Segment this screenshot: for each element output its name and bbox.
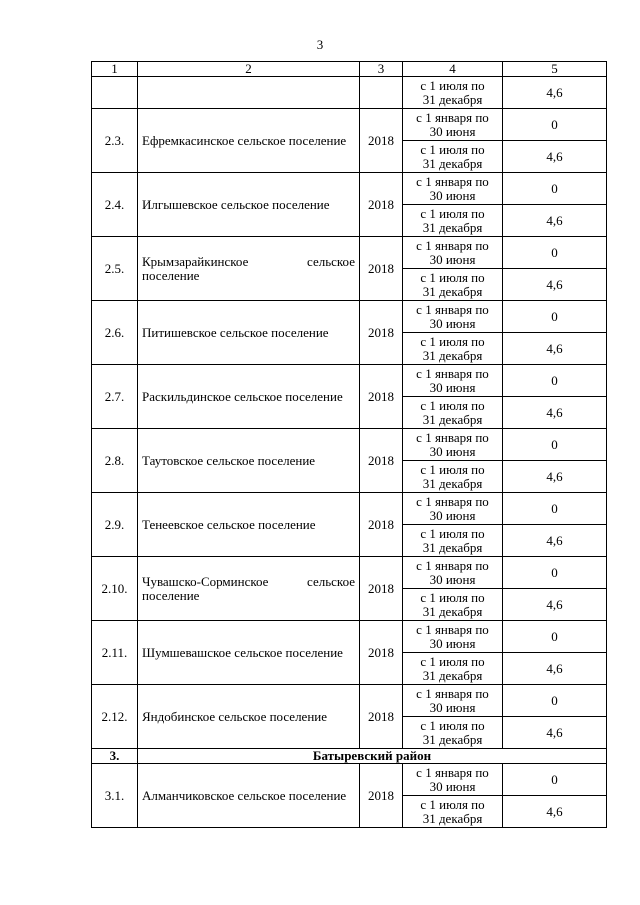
value-cell: 4,6: [503, 333, 607, 365]
period-line: с 1 июля по: [420, 205, 485, 221]
table-row: [92, 493, 607, 525]
period-line: с 1 января по: [416, 301, 489, 317]
period-cell: [403, 717, 503, 749]
row-number: 3.1.: [92, 764, 138, 828]
row-number: 2.5.: [92, 237, 138, 301]
period-line: с 1 июля по: [420, 141, 485, 157]
row-number: 2.3.: [92, 109, 138, 173]
period-line: 31 декабря: [422, 603, 483, 619]
year-cell: 2018: [360, 621, 403, 685]
value-cell: 4,6: [503, 141, 607, 173]
period-line: с 1 июля по: [420, 525, 485, 541]
settlement-name: Ефремкасинское сельское поселение: [138, 109, 360, 173]
period-cell: [403, 77, 503, 109]
period-line: 31 декабря: [422, 283, 483, 299]
header-cell: 3: [360, 62, 403, 77]
period-cell: [403, 205, 503, 237]
year-cell: 2018: [360, 109, 403, 173]
period-line: 30 июня: [429, 699, 476, 715]
period-line: с 1 января по: [416, 685, 489, 701]
table-row: [92, 764, 607, 796]
period-line: с 1 июля по: [420, 796, 485, 812]
settlement-name: Алманчиковское сельское поселение: [138, 764, 360, 828]
period-line: 30 июня: [429, 635, 476, 651]
period-line: 30 июня: [429, 571, 476, 587]
period-cell: [403, 429, 503, 461]
value-cell: 4,6: [503, 653, 607, 685]
period-line: 30 июня: [429, 443, 476, 459]
table-row: [92, 557, 607, 589]
period-line: с 1 января по: [416, 764, 489, 780]
period-cell: [403, 796, 503, 828]
settlement-name: Раскильдинское сельское поселение: [138, 365, 360, 429]
period-line: 31 декабря: [422, 731, 483, 747]
tariff-table: [91, 61, 607, 828]
table-row: [92, 365, 607, 397]
row-number: 2.11.: [92, 621, 138, 685]
table-header-row: [92, 62, 607, 77]
row-number: 2.6.: [92, 301, 138, 365]
settlement-name: Яндобинское сельское поселение: [138, 685, 360, 749]
page-number: 3: [316, 37, 324, 52]
settlement-name: Крымзарайкинское сельское поселение: [138, 237, 360, 301]
name-cell: [138, 77, 360, 109]
year-cell: 2018: [360, 685, 403, 749]
period-line: с 1 июля по: [420, 589, 485, 605]
table-row: [92, 173, 607, 205]
settlement-name: Тенеевское сельское поселение: [138, 493, 360, 557]
period-line: с 1 июля по: [420, 653, 485, 669]
period-line: с 1 января по: [416, 429, 489, 445]
period-line: с 1 января по: [416, 621, 489, 637]
period-cell: [403, 173, 503, 205]
num-cell: [92, 77, 138, 109]
header-cell: 1: [92, 62, 138, 77]
period-line: 30 июня: [429, 778, 476, 794]
period-line: 30 июня: [429, 251, 476, 267]
period-cell: [403, 557, 503, 589]
value-cell: 4,6: [503, 269, 607, 301]
value-cell: 4,6: [503, 461, 607, 493]
period-cell: [403, 589, 503, 621]
period-cell: [403, 621, 503, 653]
settlement-name: Питишевское сельское поселение: [138, 301, 360, 365]
period-line: с 1 января по: [416, 557, 489, 573]
table-row: [92, 621, 607, 653]
period-cell: [403, 237, 503, 269]
row-number: 2.10.: [92, 557, 138, 621]
period-line: с 1 июля по: [420, 333, 485, 349]
value-cell: 0: [503, 621, 607, 653]
table-row: [92, 237, 607, 269]
year-cell: [360, 77, 403, 109]
value-cell: 4,6: [503, 205, 607, 237]
year-cell: 2018: [360, 237, 403, 301]
value-cell: 0: [503, 173, 607, 205]
continuation-row: [92, 77, 607, 109]
value-cell: 0: [503, 301, 607, 333]
year-cell: 2018: [360, 365, 403, 429]
value-cell: 4,6: [503, 589, 607, 621]
settlement-name: Чувашско-Сорминское сельское поселение: [138, 557, 360, 621]
period-line: 31 декабря: [422, 219, 483, 235]
settlement-name: Шумшевашское сельское поселение: [138, 621, 360, 685]
period-cell: [403, 653, 503, 685]
year-cell: 2018: [360, 557, 403, 621]
header-cell: 4: [403, 62, 503, 77]
period-cell: [403, 397, 503, 429]
period-line: 31 декабря: [422, 347, 483, 363]
section-row: [92, 749, 607, 764]
settlement-name: Илгышевское сельское поселение: [138, 173, 360, 237]
value-cell: 0: [503, 429, 607, 461]
period-line: 31 декабря: [422, 539, 483, 555]
value-cell: 4,6: [503, 796, 607, 828]
period-cell: [403, 685, 503, 717]
value-cell: 4,6: [503, 397, 607, 429]
period-line: 31 декабря: [422, 810, 483, 826]
period-line: с 1 июля по: [420, 269, 485, 285]
period-cell: [403, 109, 503, 141]
value-cell: 0: [503, 365, 607, 397]
period-line: с 1 января по: [416, 173, 489, 189]
table-row: [92, 429, 607, 461]
period-line: 31 декабря: [422, 91, 483, 107]
table-row: [92, 301, 607, 333]
period-line: с 1 июля по: [420, 77, 485, 93]
table-row: [92, 109, 607, 141]
year-cell: 2018: [360, 764, 403, 828]
period-line: 31 декабря: [422, 411, 483, 427]
value-cell: 0: [503, 685, 607, 717]
period-line: с 1 июля по: [420, 717, 485, 733]
value-cell: 0: [503, 764, 607, 796]
period-cell: [403, 365, 503, 397]
period-cell: [403, 764, 503, 796]
period-line: 30 июня: [429, 315, 476, 331]
value-cell: 0: [503, 237, 607, 269]
period-line: 31 декабря: [422, 475, 483, 491]
header-cell: 5: [503, 62, 607, 77]
settlement-name: Таутовское сельское поселение: [138, 429, 360, 493]
row-number: 2.12.: [92, 685, 138, 749]
period-line: 30 июня: [429, 379, 476, 395]
period-cell: [403, 141, 503, 173]
period-cell: [403, 493, 503, 525]
row-number: 2.9.: [92, 493, 138, 557]
period-cell: [403, 525, 503, 557]
value-cell: 0: [503, 493, 607, 525]
row-number: 2.7.: [92, 365, 138, 429]
section-number: 3.: [92, 749, 138, 764]
period-cell: [403, 301, 503, 333]
section-title: Батыревский район: [138, 749, 607, 764]
table-row: [92, 685, 607, 717]
value-cell: 0: [503, 557, 607, 589]
period-line: с 1 января по: [416, 109, 489, 125]
row-number: 2.4.: [92, 173, 138, 237]
period-line: 30 июня: [429, 123, 476, 139]
year-cell: 2018: [360, 493, 403, 557]
row-number: 2.8.: [92, 429, 138, 493]
period-line: с 1 июля по: [420, 397, 485, 413]
year-cell: 2018: [360, 429, 403, 493]
period-line: 30 июня: [429, 187, 476, 203]
period-line: 31 декабря: [422, 667, 483, 683]
period-line: с 1 января по: [416, 493, 489, 509]
period-cell: [403, 333, 503, 365]
period-line: с 1 июля по: [420, 461, 485, 477]
header-cell: 2: [138, 62, 360, 77]
period-line: 31 декабря: [422, 155, 483, 171]
value-cell: 4,6: [503, 77, 607, 109]
value-cell: 4,6: [503, 525, 607, 557]
value-cell: 4,6: [503, 717, 607, 749]
year-cell: 2018: [360, 173, 403, 237]
period-cell: [403, 461, 503, 493]
period-line: 30 июня: [429, 507, 476, 523]
period-cell: [403, 269, 503, 301]
period-line: с 1 января по: [416, 237, 489, 253]
period-line: с 1 января по: [416, 365, 489, 381]
value-cell: 0: [503, 109, 607, 141]
year-cell: 2018: [360, 301, 403, 365]
